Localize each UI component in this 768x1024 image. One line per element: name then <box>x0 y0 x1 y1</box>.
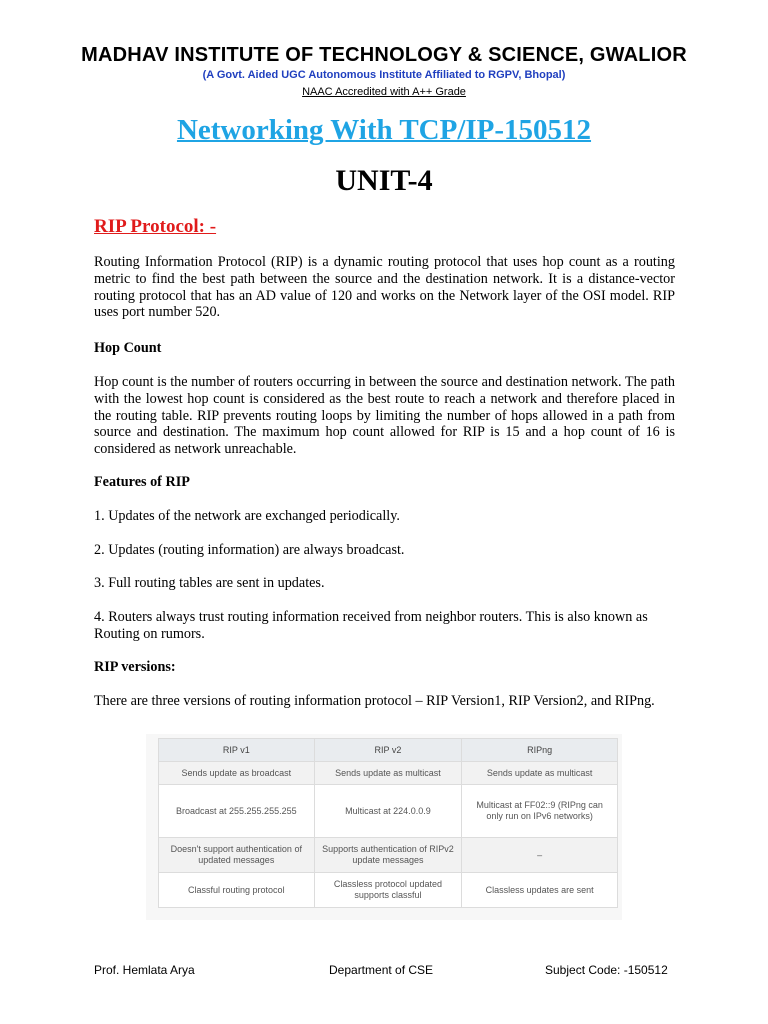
course-title-text: Networking With TCP/IP-150512 <box>176 114 592 146</box>
intro-paragraph: Routing Information Protocol (RIP) is a dynamic routing protocol that uses hop count as a routing metric to find the best path between the source and the destination network. It is a distance-vector routing protocol that has an AD value of 120 and works on the Network layer of the OSI model. RIP uses port number 520. <box>94 254 675 321</box>
table-cell: Supports authentication of RIPv2 update messages <box>314 838 462 873</box>
versions-heading: RIP versions: <box>94 659 176 675</box>
table-cell: Broadcast at 255.255.255.255 <box>159 785 315 838</box>
table-cell: – <box>462 838 618 873</box>
table-cell: Sends update as broadcast <box>159 762 315 785</box>
course-title <box>0 114 768 147</box>
feature-item: 3. Full routing tables are sent in updates. <box>94 575 325 591</box>
footer-department: Department of CSE <box>329 963 434 977</box>
institute-subtitle: (A Govt. Aided UGC Autonomous Institute Affiliated to RGPV, Bhopal) <box>202 69 566 81</box>
features-heading: Features of RIP <box>94 474 190 490</box>
rip-versions-table <box>158 738 618 908</box>
feature-item: 4. Routers always trust routing information received from neighbor routers. This is also known as Routing on rumors. <box>94 609 648 642</box>
footer-author: Prof. Hemlata Arya <box>94 963 195 977</box>
table-row <box>159 785 618 838</box>
naac-text: NAAC Accredited with A++ Grade <box>302 86 466 98</box>
hop-count-paragraph: Hop count is the number of routers occurring in between the source and destination network. The path with the lowest hop count is considered as the best route to reach a network and therefore placed in the routing table. RIP prevents routing loops by limiting the number of hops allowed in a path from source and destination. The maximum hop count allowed for RIP is 15 and a hop count of 16 is considered as network unreachable. <box>94 374 675 458</box>
table-cell: Multicast at FF02::9 (RIPng can only run on IPv6 networks) <box>462 785 618 838</box>
hop-count-heading: Hop Count <box>94 340 162 356</box>
table-cell: Classful routing protocol <box>159 873 315 908</box>
unit-title: UNIT-4 <box>335 164 433 197</box>
table-header: RIP v2 <box>314 739 462 762</box>
table-cell: Classless updates are sent <box>462 873 618 908</box>
table-row <box>159 838 618 873</box>
naac-line <box>0 86 768 98</box>
footer-subject-code: Subject Code: -150512 <box>545 963 668 977</box>
table-header: RIP v1 <box>159 739 315 762</box>
table-cell: Sends update as multicast <box>314 762 462 785</box>
table-row <box>159 762 618 785</box>
table-header: RIPng <box>462 739 618 762</box>
feature-item: 1. Updates of the network are exchanged periodically. <box>94 508 400 524</box>
section-heading <box>94 216 216 238</box>
rip-versions-table-image <box>146 734 622 920</box>
table-cell: Doesn't support authentication of updated messages <box>159 838 315 873</box>
table-cell: Classless protocol updated supports classful <box>314 873 462 908</box>
section-heading-text: RIP Protocol: - <box>94 216 217 237</box>
versions-paragraph: There are three versions of routing information protocol – RIP Version1, RIP Version2, and RIPng. <box>94 693 655 709</box>
table-cell: Sends update as multicast <box>462 762 618 785</box>
institute-name: MADHAV INSTITUTE OF TECHNOLOGY & SCIENCE, GWALIOR <box>81 44 687 66</box>
feature-item: 2. Updates (routing information) are always broadcast. <box>94 542 405 558</box>
table-cell: Multicast at 224.0.0.9 <box>314 785 462 838</box>
table-row <box>159 873 618 908</box>
